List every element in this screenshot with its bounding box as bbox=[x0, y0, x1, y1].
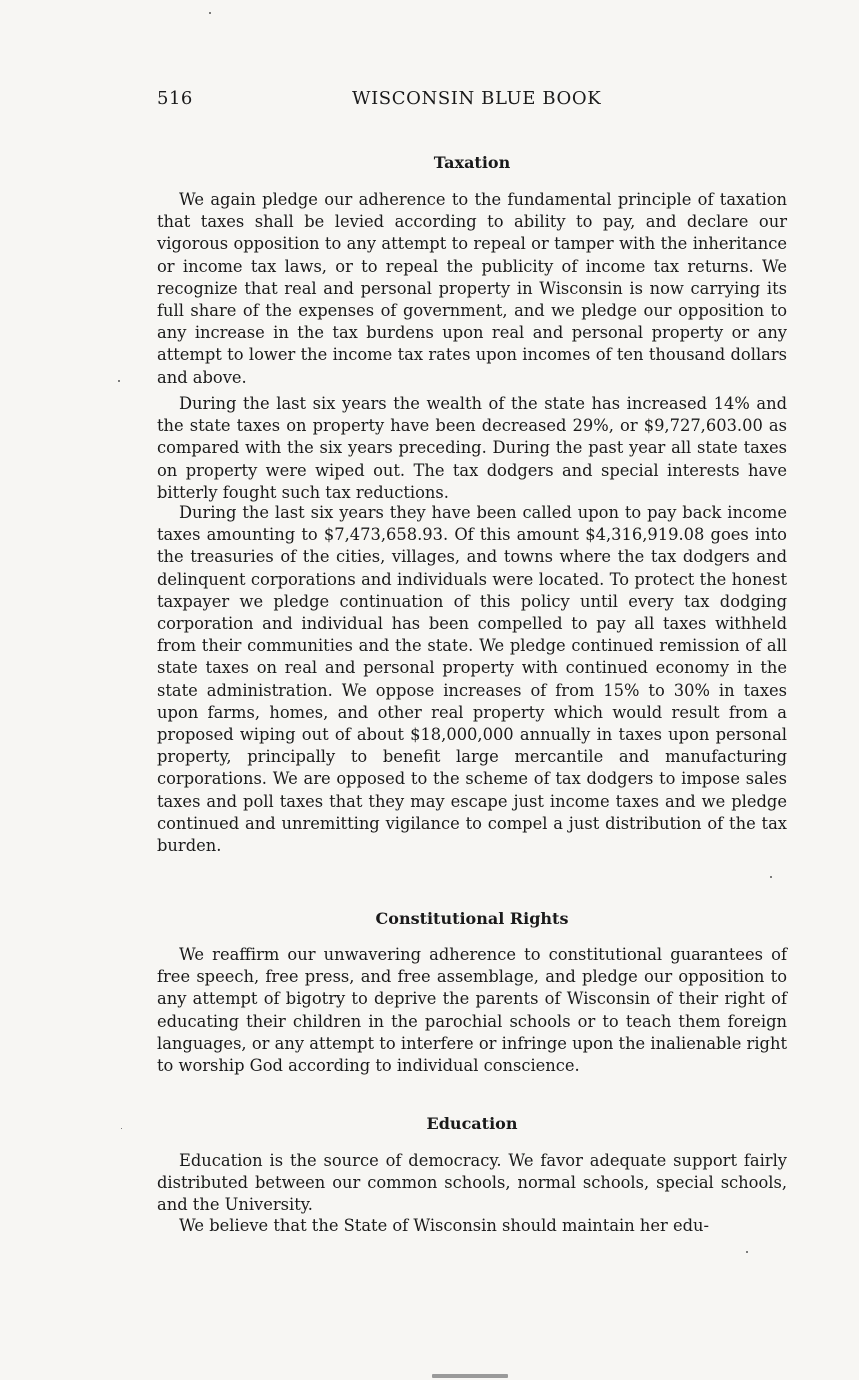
scan-speck bbox=[770, 876, 772, 878]
scan-speck bbox=[746, 1251, 748, 1253]
scan-speck bbox=[118, 380, 120, 382]
running-title: WISCONSIN BLUE BOOK bbox=[352, 88, 602, 109]
section-heading-taxation: Taxation bbox=[433, 153, 511, 172]
bottom-edge-mark bbox=[432, 1374, 508, 1378]
education-paragraph-2: We believe that the State of Wisconsin should maintain her edu- bbox=[179, 1216, 710, 1235]
taxation-paragraph-1: We again pledge our adherence to the fundamental principle of taxation that taxes shall be levied according to ability to pay, and declare our vigorous opposition to any attempt to repeal or tamper with the inheritance or income tax laws, or to repeal the publicity of income tax returns. We recognize that real and personal property in Wisconsin is now carrying its full share of the expenses of government, and we pledge our opposition to any increase in the tax burdens upon real and personal property or any attempt to lower the income tax rates upon incomes of ten thousand dollars and above. bbox=[157, 190, 787, 387]
page-number: 516 bbox=[157, 88, 193, 109]
section-heading-constitutional-rights: Constitutional Rights bbox=[375, 909, 569, 928]
constitutional-rights-paragraph-1: We reaffirm our unwavering adherence to constitutional guarantees of free speech, free press, and free assemblage, and pledge our opposition to any attempt of bigotry to deprive the parents of Wisconsin of their right of educating their children in the parochial schools or to teach them foreign languages, or any attempt to interfere or infringe upon the inalienable right to worship God according to individual conscience. bbox=[157, 945, 787, 1076]
scan-speck bbox=[121, 1128, 122, 1129]
scan-speck bbox=[209, 12, 211, 14]
education-paragraph-1: Education is the source of democracy. We favor adequate support fairly distributed between our common schools, normal schools, special schools, and the University. bbox=[157, 1151, 787, 1215]
page-header bbox=[157, 88, 787, 114]
taxation-paragraph-2: During the last six years the wealth of the state has increased 14% and the state taxes on property have been decreased 29%, or $9,727,603.00 as compared with the six years preceding. During the past year all state taxes on property were wiped out. The tax dodgers and special interests have bitterly fought such tax reductions. bbox=[157, 394, 787, 502]
section-heading-education: Education bbox=[426, 1114, 518, 1133]
taxation-paragraph-3: During the last six years they have been called upon to pay back income taxes amounting to $7,473,658.93. Of this amount $4,316,919.08 goes into the treasuries of the cities, villages, and towns where the tax dodgers and delinquent corporations and individuals were located. To protect the honest taxpayer we pledge continuation of this policy until every tax dodging corporation and individual has been compelled to pay all taxes withheld from their communities and the state. We pledge continued remission of all state taxes on real and personal property with continued economy in the state administration. We oppose increases of from 15% to 30% in taxes upon farms, homes, and other real property which would result from a proposed wiping out of about $18,000,000 annually in taxes upon personal property, principally to benefit large mercantile and manufacturing corporations. We are opposed to the scheme of tax dodgers to impose sales taxes and poll taxes that they may escape just income taxes and we pledge continued and unremitting vigilance to compel a just distribution of the tax burden. bbox=[157, 503, 787, 856]
